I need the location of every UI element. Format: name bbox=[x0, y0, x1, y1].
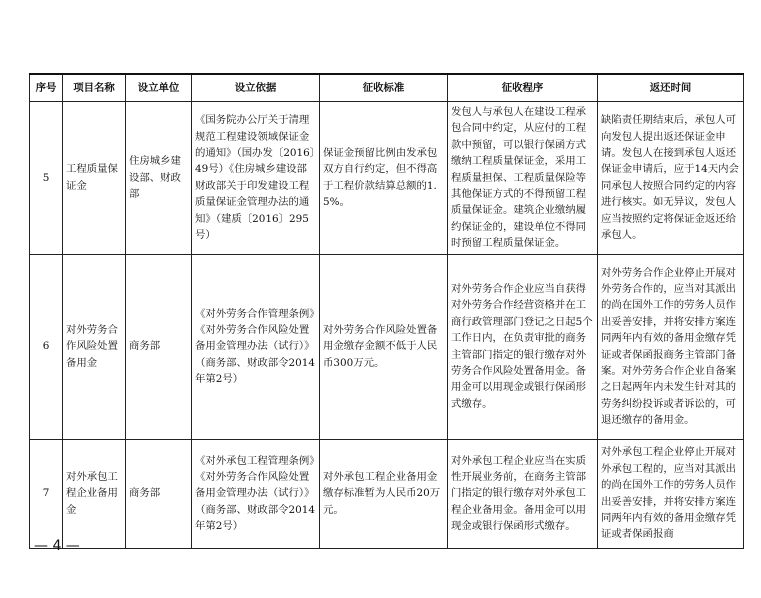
row-no: 5 bbox=[30, 102, 63, 255]
row-name: 对外承包工程企业备用金 bbox=[63, 439, 126, 548]
fee-table bbox=[29, 73, 744, 549]
header-basis: 设立依据 bbox=[192, 74, 320, 102]
table-row bbox=[30, 439, 744, 548]
row-unit: 住房城乡建设部、财政部 bbox=[126, 102, 192, 255]
row-procedure: 对外劳务合作企业应当自获得对外劳务合作经营资格并在工商行政管理部门登记之日起5个工作日内，在负责审批的商务主管部门指定的银行缴存对外劳务合作风险处置备用金。备用金可以用现金或银行保函形式缴存。 bbox=[448, 254, 598, 439]
row-basis: 《对外承包工程管理条例》《对外劳务合作风险处置备用金管理办法（试行）》（商务部、财政部令2014年第2号） bbox=[192, 439, 320, 548]
row-return: 对外承包工程企业停止开展对外承包工程的，应当对其派出的尚在国外工作的劳务人员作出妥善安排，并将安排方案连同两年内有效的备用金缴存凭证或者保函报商 bbox=[598, 439, 744, 548]
table-row bbox=[30, 254, 744, 439]
row-procedure: 对外承包工程企业应当在实质性开展业务前，在商务主管部门指定的银行缴存对外承包工程企业备用金。备用金可以用现金或银行保函形式缴存。 bbox=[448, 439, 598, 548]
row-standard: 对外劳务合作风险处置备用金缴存金额不低于人民币300万元。 bbox=[320, 254, 448, 439]
row-basis: 《国务院办公厅关于清理规范工程建设领域保证金的通知》（国办发〔2016〕49号）《住房城乡建设部 财政部关于印发建设工程质量保证金管理办法的通知》（建质〔2016〕295号） bbox=[192, 102, 320, 255]
header-return: 返还时间 bbox=[598, 74, 744, 102]
row-return: 缺陷责任期结束后，承包人可向发包人提出返还保证金申请。发包人在接到承包人返还保证金申请后，应于14天内会同承包人按照合同约定的内容进行核实。如无异议，发包人应当按照约定将保证金返还给承包人。 bbox=[598, 102, 744, 255]
row-return: 对外劳务合作企业停止开展对外劳务合作的，应当对其派出的尚在国外工作的劳务人员作出妥善安排，并将安排方案连同两年内有效的备用金缴存凭证或者保函报商务主管部门备案。对外劳务合作企业自备案之日起两年内未发生针对其的劳务纠纷投诉或者诉讼的，可退还缴存的备用金。 bbox=[598, 254, 744, 439]
row-unit: 商务部 bbox=[126, 439, 192, 548]
row-no: 6 bbox=[30, 254, 63, 439]
row-standard: 保证金预留比例由发承包双方自行约定，但不得高于工程价款结算总额的1.5%。 bbox=[320, 102, 448, 255]
row-standard: 对外承包工程企业备用金缴存标准暂为人民币20万元。 bbox=[320, 439, 448, 548]
row-basis: 《对外劳务合作管理条例》《对外劳务合作风险处置备用金管理办法（试行）》（商务部、财政部令2014年第2号） bbox=[192, 254, 320, 439]
page-number: — 4 — bbox=[34, 538, 80, 554]
table-header-row bbox=[30, 74, 744, 102]
row-procedure: 发包人与承包人在建设工程承包合同中约定，从应付的工程款中预留，可以银行保函方式缴纳工程质量保证金，采用工程质量担保、工程质量保险等其他保证方式的不得预留工程质量保证金。建筑企业缴纳履约保证金的，建设单位不得同时预留工程质量保证金。 bbox=[448, 102, 598, 255]
header-standard: 征收标准 bbox=[320, 74, 448, 102]
header-unit: 设立单位 bbox=[126, 74, 192, 102]
row-name: 对外劳务合作风险处置备用金 bbox=[63, 254, 126, 439]
row-unit: 商务部 bbox=[126, 254, 192, 439]
row-name: 工程质量保证金 bbox=[63, 102, 126, 255]
table-row bbox=[30, 102, 744, 255]
header-procedure: 征收程序 bbox=[448, 74, 598, 102]
header-no: 序号 bbox=[30, 74, 63, 102]
header-name: 项目名称 bbox=[63, 74, 126, 102]
row-no: 7 bbox=[30, 439, 63, 548]
